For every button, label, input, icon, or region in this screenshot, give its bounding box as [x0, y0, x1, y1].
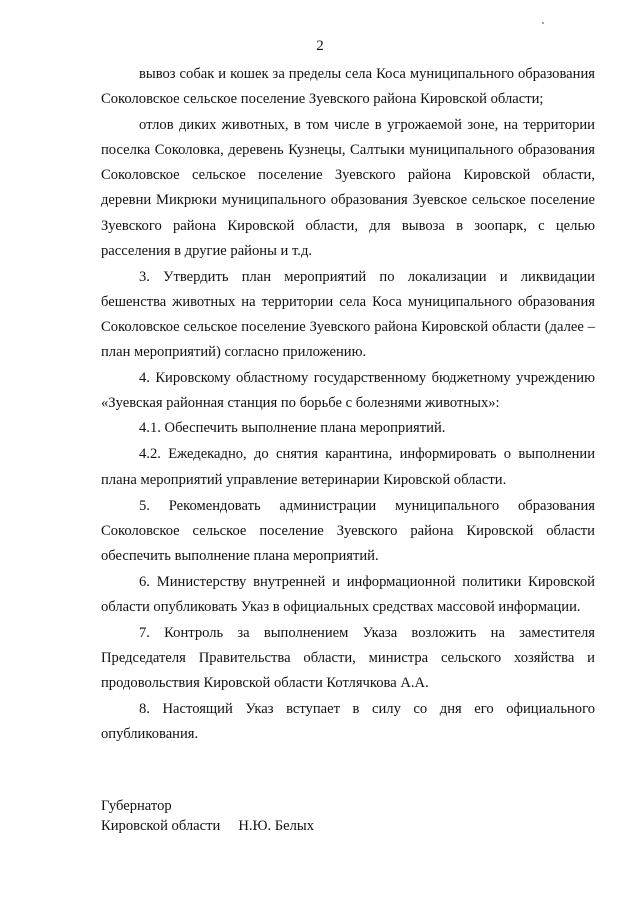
paragraph-item-6: 6. Министерству внутренней и информационной политики Кировской области опубликовать Указ в официальных средствах массовой информации.: [101, 573, 595, 615]
paragraph-item-8: 8. Настоящий Указ вступает в силу со дня его официального опубликования.: [101, 701, 595, 743]
signer-region-line: [101, 816, 314, 836]
signer-region: Кировской области: [101, 818, 221, 834]
paragraph-item-4-2: 4.2. Ежедекадно, до снятия карантина, информировать о выполнении плана мероприятий управление ветеринарии Кировской области.: [101, 446, 595, 488]
paragraph-item-7: 7. Контроль за выполнением Указа возложить на заместителя Председателя Правительства области, министра сельского хозяйства и продовольствия Кировской области Котлячкова А.А.: [101, 625, 595, 692]
paragraph-item-5: 5. Рекомендовать администрации муниципального образования Соколовское сельское поселение Зуевского района Кировской области обеспечить выполнение плана мероприятий.: [101, 497, 595, 564]
page-number: 2: [316, 38, 324, 54]
paragraph-dog-cat-removal: вывоз собак и кошек за пределы села Коса муниципального образования Соколовское сельское поселение Зуевского района Кировской области;: [101, 66, 595, 108]
paragraph-item-3: 3. Утвердить план мероприятий по локализации и ликвидации бешенства животных на территории села Коса муниципального образования Соколовское сельское поселение Зуевского района Кировской области (далее – план мероприятий) согласно приложению.: [101, 268, 595, 361]
paragraph-item-4: 4. Кировскому областному государственному бюджетному учреждению «Зуевская районная станция по борьбе с болезнями животных»:: [101, 370, 595, 412]
signature-block: [101, 796, 314, 836]
scan-speck: [542, 22, 544, 24]
paragraph-item-4-1: 4.1. Обеспечить выполнение плана мероприятий.: [139, 420, 446, 437]
paragraph-wild-animals-capture: отлов диких животных, в том числе в угрожаемой зоне, на территории поселка Соколовка, деревень Кузнецы, Салтыки муниципального образования Соколовское сельское поселение Зуевского района Кировской области, деревни Микрюки муниципального образования Зуевское сельское поселение Зуевского района Кировской области, для вывоза в зоопарк, с целью расселения в другие районы и т.д.: [101, 117, 595, 259]
signer-title: Губернатор: [101, 798, 172, 814]
document-body: [101, 62, 595, 748]
signer-name: Н.Ю. Белых: [238, 818, 315, 834]
